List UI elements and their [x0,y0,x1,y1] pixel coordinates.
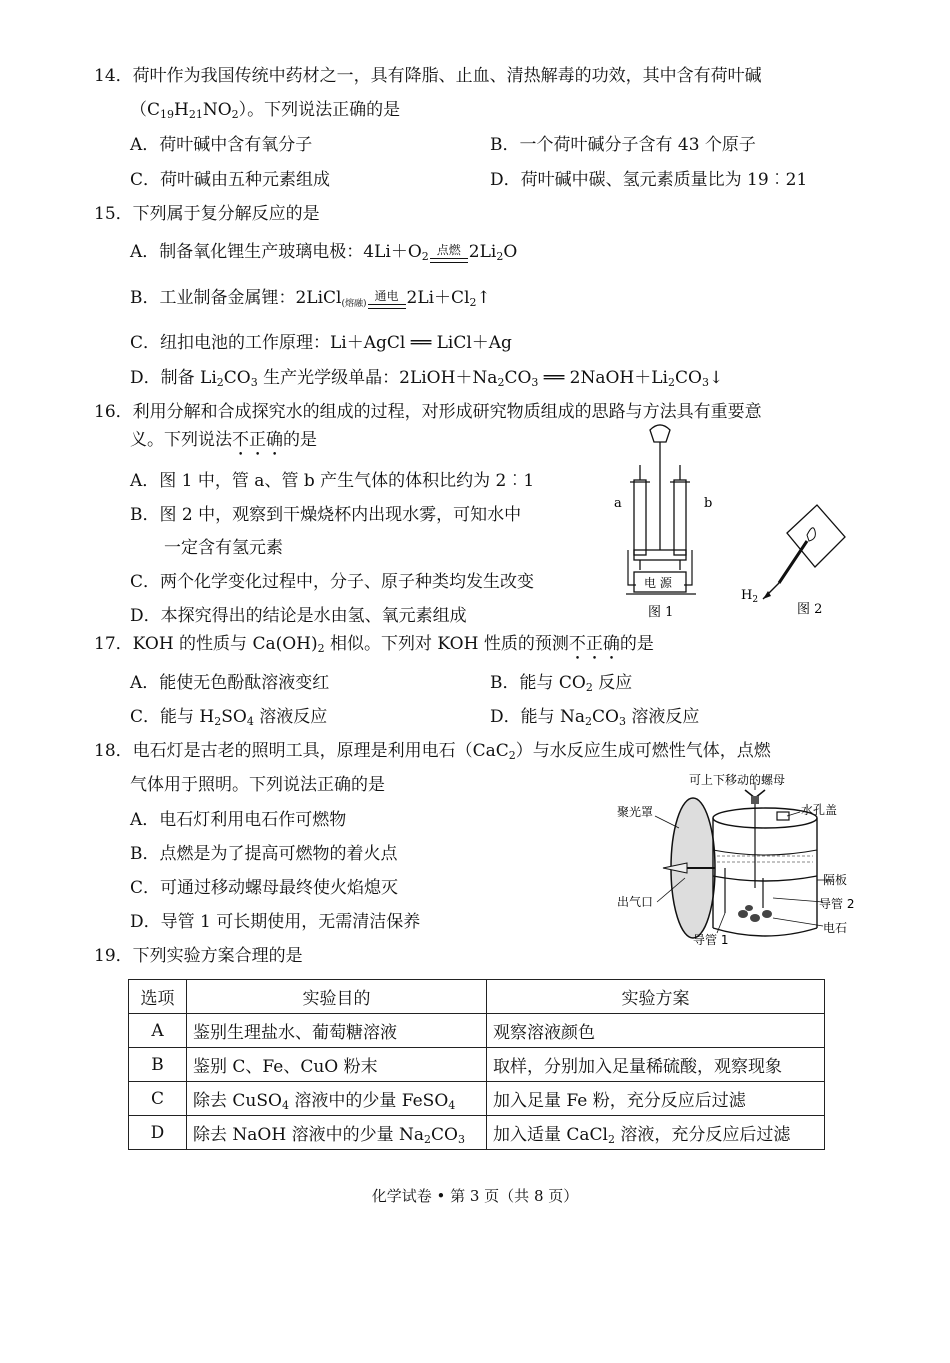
row-option: C [129,1082,187,1116]
q14-option-d: D．荷叶碱中碳、氢元素质量比为 19︰21 [490,170,808,190]
reaction-condition-ignite: 点燃 [430,243,468,263]
q18-option-d: D．导管 1 可长期使用，无需清洁保养 [130,912,421,932]
label-tube-1: 导管 1 [693,933,729,947]
row-purpose: 除去 NaOH 溶液中的少量 $Na_2CO_3$ [187,1116,487,1150]
q16-option-c: C．两个化学变化过程中，分子、原子种类均发生改变 [130,572,535,592]
row-purpose: 除去 CuSO$_4$ 溶液中的少量 FeSO$_4$ [187,1082,487,1116]
q17-option-d: D．能与 $Na_2CO_3$ 溶液反应 [490,707,700,728]
row-option: A [129,1014,187,1048]
row-plan: 观察溶液颜色 [487,1014,825,1048]
q16-option-a: A．图 1 中，管 a、管 b 产生气体的体积比约为 2︰1 [130,471,535,491]
row-plan: 加入足量 Fe 粉，充分反应后过滤 [487,1082,825,1116]
row-purpose: 鉴别生理盐水、葡萄糖溶液 [187,1014,487,1048]
table-row [129,1116,825,1150]
page-footer: 化学试卷 • 第 3 页（共 8 页） [371,1187,579,1205]
q14-stem-line1: 14．荷叶作为我国传统中药材之一，具有降脂、止血、清热解毒的功效，其中含有荷叶碱 [94,66,762,86]
q16-stem-line1: 16．利用分解和合成探究水的组成的过程，对形成研究物质组成的思路与方法具有重要意 [94,402,762,422]
q19-table [128,979,825,1150]
figure-1-electrolysis [600,420,730,625]
fig1-label-b: b [704,496,713,511]
q16-option-b-line2: 一定含有氢元素 [164,538,283,558]
header-option: 选项 [129,980,187,1014]
q15-option-a: A．制备氧化锂生产玻璃电极：$4Li+O_2$ 点燃 $2Li_2O$ [130,242,518,263]
q17-option-c: C．能与 $H_2SO_4$ 溶液反应 [130,707,328,728]
row-option: B [129,1048,187,1082]
table-row [129,1048,825,1082]
q16-option-b-line1: B．图 2 中，观察到干燥烧杯内出现水雾，可知水中 [130,505,522,525]
q14-option-c: C．荷叶碱由五种元素组成 [130,170,331,190]
fig2-h2-label: $H_2$ [741,588,759,605]
header-plan: 实验方案 [487,980,825,1014]
q17-option-b: B．能与 $CO_2$ 反应 [490,673,633,694]
q16-stem-line2: 义。下列说法不正确的是 [130,430,317,450]
fig1-power-label: 电 源 [644,576,672,590]
figure-carbide-lamp [605,768,865,950]
q14-option-b: B．一个荷叶碱分子含有 43 个原子 [490,135,756,155]
label-movable-nut: 可上下移动的螺母 [689,773,786,787]
q18-stem-line1: 18．电石灯是古老的照明工具，原理是利用电石（CaC$_2$）与水反应生成可燃性气体，点燃 [94,741,771,762]
row-option: D [129,1116,187,1150]
label-water-cap: 水孔盖 [801,803,838,817]
q15-option-c: C．纽扣电池的工作原理：Li＋AgCl ══ LiCl＋Ag [130,333,512,353]
label-tube-2: 导管 2 [819,897,855,911]
q17-option-a: A．能使无色酚酞溶液变红 [130,673,330,693]
q17-stem: 17．KOH 的性质与 $Ca(OH)_2$ 相似。下列对 KOH 性质的预测不正确的是 [94,634,654,655]
q18-option-b: B．点燃是为了提高可燃物的着火点 [130,844,398,864]
q18-option-a: A．电石灯利用电石作可燃物 [130,810,347,830]
figure-2-hydrogen-burning [735,495,855,625]
table-header-row [129,980,825,1014]
q15-option-d: D．制备 $Li_2CO_3$ 生产光学级单晶：$2LiOH+Na_2CO_3$ ══ $2NaOH+Li_2CO_3↓$ [130,368,724,389]
q18-stem-line2: 气体用于照明。下列说法正确的是 [130,775,385,795]
label-outlet: 出气口 [617,895,654,909]
label-reflector: 聚光罩 [617,805,654,819]
q16-option-d: D．本探究得出的结论是水由氢、氧元素组成 [130,606,467,626]
q14-option-a: A．荷叶碱中含有氧分子 [130,135,313,155]
row-plan: 加入适量 CaCl$_2$ 溶液，充分反应后过滤 [487,1116,825,1150]
label-carbide: 电石 [823,921,848,935]
fig2-caption: 图 2 [797,602,823,617]
fig1-label-a: a [614,496,622,511]
q18-option-c: C．可通过移动螺母最终使火焰熄灭 [130,878,399,898]
table-row [129,1082,825,1116]
row-purpose: 鉴别 C、Fe、CuO 粉末 [187,1048,487,1082]
q15-option-b: B．工业制备金属锂：2LiCl$_{(熔融)}$ 通电 $2Li+Cl_2↑$ [130,288,491,309]
fig1-caption: 图 1 [648,605,674,620]
q19-stem: 19．下列实验方案合理的是 [94,946,303,966]
table-row [129,1014,825,1048]
label-partition: 隔板 [823,873,848,887]
header-purpose: 实验目的 [187,980,487,1014]
row-plan: 取样，分别加入足量稀硫酸，观察现象 [487,1048,825,1082]
reaction-condition-electrolysis: 通电 [368,289,406,309]
q14-stem-line2: $(C_{19}H_{21}NO_2)$。下列说法正确的是 [130,100,401,121]
q15-stem: 15．下列属于复分解反应的是 [94,204,320,224]
